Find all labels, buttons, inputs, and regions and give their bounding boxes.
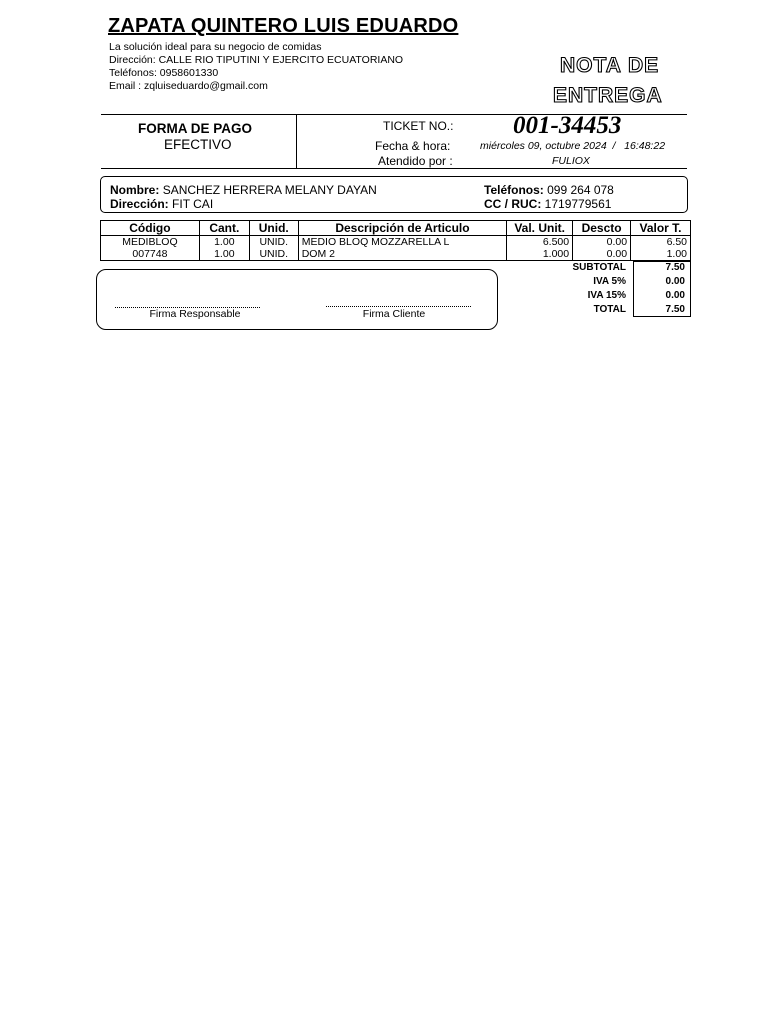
datetime-label: Fecha & hora:: [375, 139, 451, 153]
cell-total-value: 1.00: [631, 248, 691, 261]
cell-code: 007748: [101, 248, 200, 261]
attended-label: Atendido por :: [378, 154, 453, 168]
header-discount: Descto: [573, 221, 631, 236]
company-name: ZAPATA QUINTERO LUIS EDUARDO: [108, 15, 459, 37]
table-row: [101, 236, 691, 249]
payment-method: EFECTIVO: [164, 137, 232, 152]
divider-vertical: [296, 114, 297, 168]
attended-by: FULIOX: [552, 155, 590, 167]
cell-code: MEDIBLOQ: [101, 236, 200, 249]
client-name: SANCHEZ HERRERA MELANY DAYAN: [162, 183, 377, 197]
client-address-label: Dirección:: [110, 197, 169, 211]
cell-unit-price: 1.000: [507, 248, 573, 261]
signature-line-client: [326, 306, 471, 307]
company-address: Dirección: CALLE RIO TIPUTINI Y EJERCITO ECUATORIANO: [109, 54, 404, 66]
header-qty: Cant.: [199, 221, 249, 236]
header-total-value: Valor T.: [631, 221, 691, 236]
datetime-value: miércoles 09, octubre 2024 / 16:48:22: [480, 140, 666, 152]
signature-box: [96, 269, 498, 330]
company-slogan: La solución ideal para su negocio de comidas: [109, 41, 322, 53]
subtotal-label: SUBTOTAL: [572, 262, 626, 273]
cell-total-value: 6.50: [631, 236, 691, 249]
header-unit: Unid.: [249, 221, 298, 236]
ticket-number: 001-34453: [513, 112, 622, 139]
client-name-label: Nombre:: [110, 183, 160, 197]
subtotal-value: 7.50: [665, 262, 685, 273]
company-phones: Teléfonos: 0958601330: [109, 67, 219, 79]
items-table: [100, 220, 691, 261]
client-name-row: [110, 183, 377, 197]
client-phones-row: [484, 183, 614, 197]
payment-label: FORMA DE PAGO: [138, 121, 252, 136]
client-address-row: [110, 197, 213, 211]
cell-description: DOM 2: [298, 248, 507, 261]
cell-unit: UNID.: [249, 248, 298, 261]
client-phones-label: Teléfonos:: [484, 183, 544, 197]
table-row: [101, 248, 691, 261]
iva5-label: IVA 5%: [593, 276, 626, 287]
client-id-label: CC / RUC:: [484, 197, 542, 211]
client-id: 1719779561: [544, 197, 612, 211]
header-description: Descripción de Articulo: [298, 221, 507, 236]
table-header-row: [101, 221, 691, 236]
client-phones: 099 264 078: [547, 183, 614, 197]
ticket-no-label: TICKET NO.:: [383, 119, 454, 133]
cell-qty: 1.00: [199, 236, 249, 249]
signature-responsible-label: Firma Responsable: [149, 308, 241, 320]
header-code: Código: [101, 221, 200, 236]
cell-unit-price: 6.500: [507, 236, 573, 249]
iva15-label: IVA 15%: [587, 290, 626, 301]
iva15-value: 0.00: [665, 290, 685, 301]
header-unit-price: Val. Unit.: [507, 221, 573, 236]
cell-discount: 0.00: [573, 248, 631, 261]
cell-discount: 0.00: [573, 236, 631, 249]
client-id-row: [484, 197, 611, 211]
cell-qty: 1.00: [199, 248, 249, 261]
client-address: FIT CAI: [172, 197, 214, 211]
signature-client-label: Firma Cliente: [362, 308, 426, 320]
company-email: Email : zqluiseduardo@gmail.com: [109, 80, 268, 92]
cell-description: MEDIO BLOQ MOZZARELLA L: [298, 236, 507, 249]
divider-bottom: [101, 168, 687, 169]
document-title-line2: ENTREGA: [553, 84, 663, 107]
total-label: TOTAL: [593, 304, 626, 315]
document-title-line1: NOTA DE: [560, 54, 660, 77]
cell-unit: UNID.: [249, 236, 298, 249]
iva5-value: 0.00: [665, 276, 685, 287]
total-value: 7.50: [665, 304, 685, 315]
